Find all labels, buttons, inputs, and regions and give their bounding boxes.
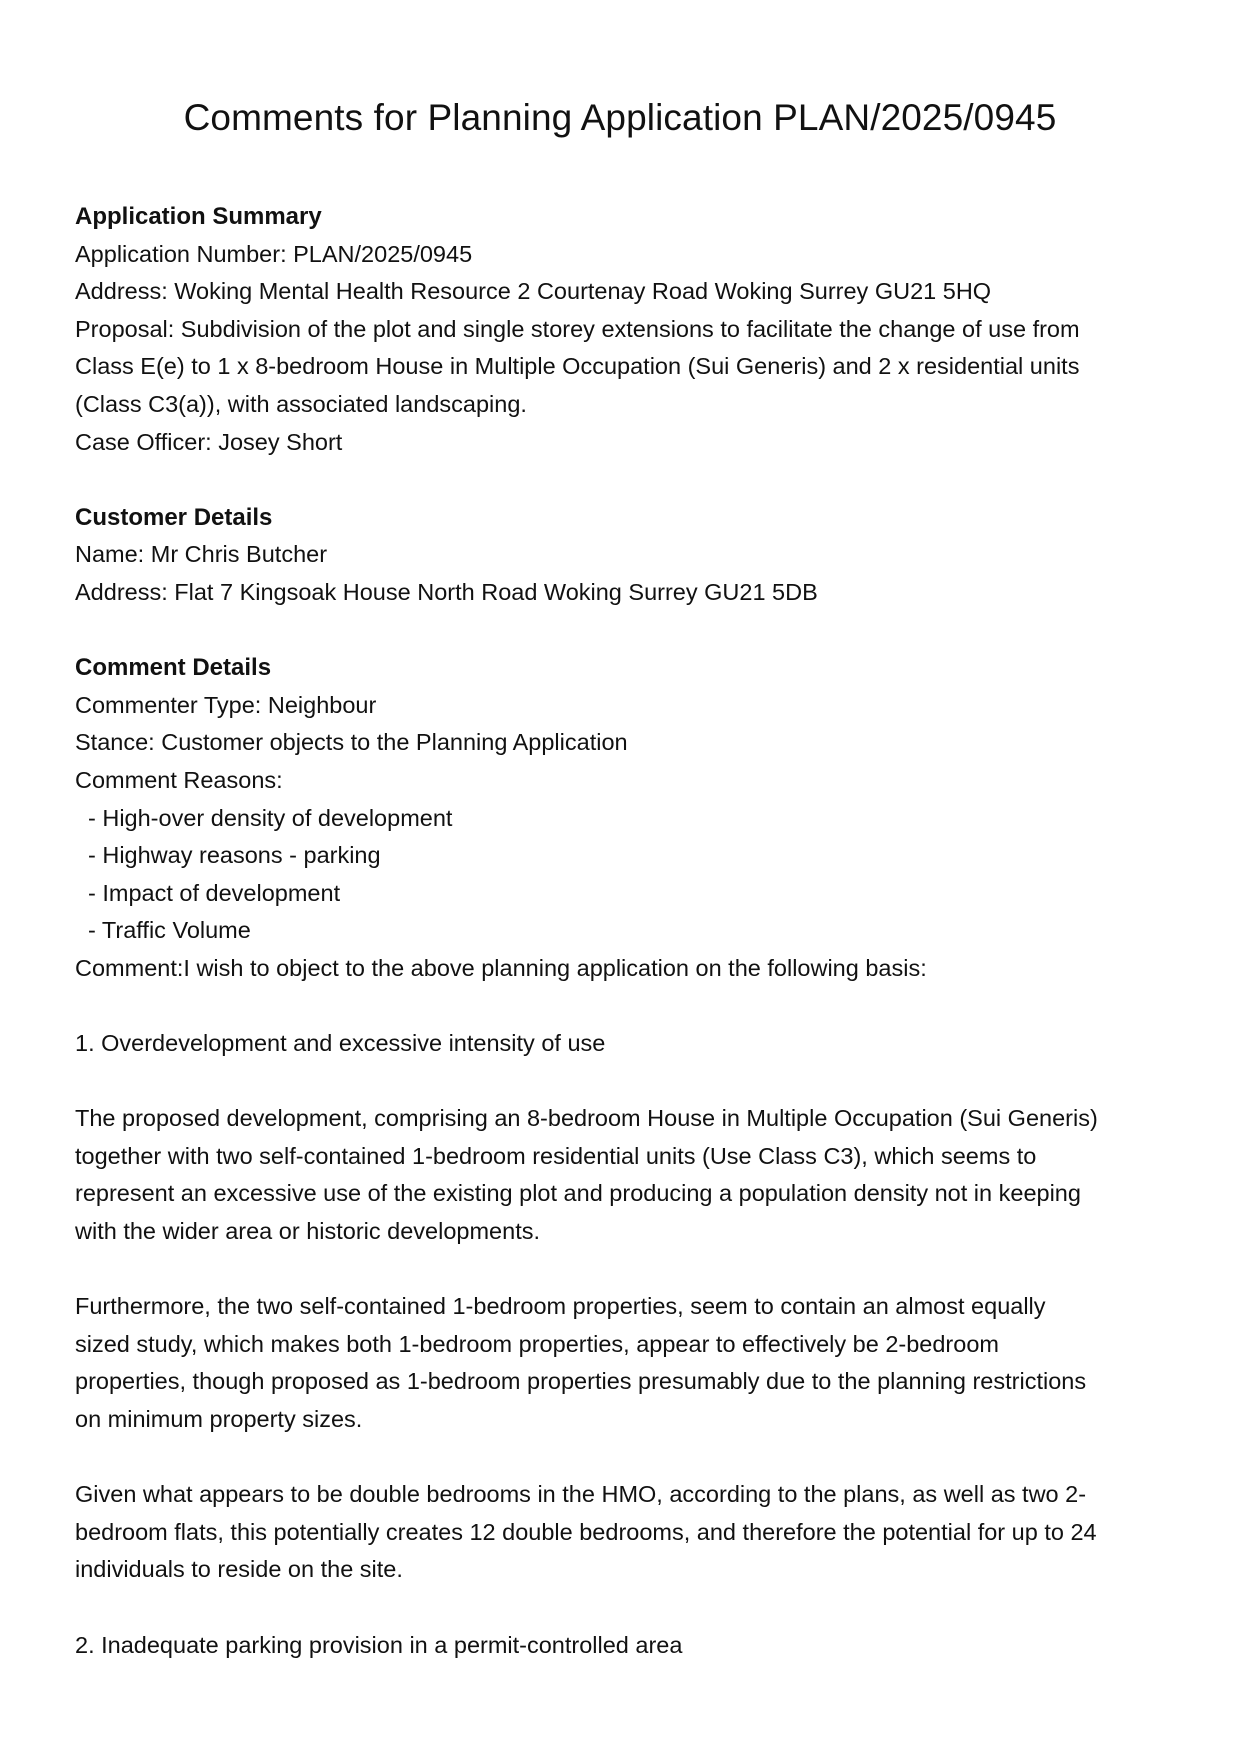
paragraph-1-line: represent an excessive use of the existing plot and producing a population density not in keeping xyxy=(75,1180,1081,1207)
case-officer: Case Officer: Josey Short xyxy=(75,428,343,455)
proposal-line: (Class C3(a)), with associated landscaping. xyxy=(75,390,527,417)
customer-details-section xyxy=(75,499,1175,612)
paragraph-spacer xyxy=(75,1439,1175,1477)
comment-details-heading: Comment Details xyxy=(75,654,272,682)
paragraph-3-line: Given what appears to be double bedrooms in the HMO, according to the plans, as well as two 2- xyxy=(75,1481,1087,1508)
paragraph-spacer xyxy=(75,1589,1175,1627)
paragraph-2-line: on minimum property sizes. xyxy=(75,1406,363,1432)
point-1-heading: 1. Overdevelopment and excessive intensity of use xyxy=(75,1030,606,1057)
commenter-type: Commenter Type: Neighbour xyxy=(75,691,377,718)
paragraph-spacer xyxy=(75,987,1175,1025)
proposal-line: Class E(e) to 1 x 8-bedroom House in Multiple Occupation (Sui Generis) and 2 x residential units xyxy=(75,353,1080,380)
paragraph-2-line: properties, though proposed as 1-bedroom properties presumably due to the planning restrictions xyxy=(75,1368,1087,1395)
proposal-line: Proposal: Subdivision of the plot and single storey extensions to facilitate the change of use from xyxy=(75,315,1080,342)
paragraph-2-line: Furthermore, the two self-contained 1-bedroom properties, seem to contain an almost equally xyxy=(75,1293,1046,1320)
paragraph-3-line: individuals to reside on the site. xyxy=(75,1556,403,1583)
stance: Stance: Customer objects to the Planning Application xyxy=(75,729,628,756)
section-spacer xyxy=(75,461,1175,499)
paragraph-1-line: together with two self-contained 1-bedroom residential units (Use Class C3), which seems to xyxy=(75,1142,1037,1169)
document-body xyxy=(75,198,1175,1664)
comment-reason-item: - Impact of development xyxy=(88,879,341,906)
paragraph-1-line: with the wider area or historic developments. xyxy=(75,1218,540,1245)
paragraph-2-line: sized study, which makes both 1-bedroom properties, appear to effectively be 2-bedroom xyxy=(75,1330,999,1357)
comment-reason-item: - Traffic Volume xyxy=(88,917,251,944)
application-number: Application Number: PLAN/2025/0945 xyxy=(75,240,473,267)
application-summary-section xyxy=(75,198,1175,461)
comment-reason-item: - Highway reasons - parking xyxy=(88,842,381,869)
comment-reasons-label: Comment Reasons: xyxy=(75,766,283,793)
paragraph-3-line: bedroom flats, this potentially creates 12 double bedrooms, and therefore the potential for up to 24 xyxy=(75,1518,1097,1545)
paragraph-1-line: The proposed development, comprising an 8-bedroom House in Multiple Occupation (Sui Generis) xyxy=(75,1105,1098,1132)
page-title: Comments for Planning Application PLAN/2025/0945 xyxy=(183,97,1057,138)
point-2-heading: 2. Inadequate parking provision in a permit-controlled area xyxy=(75,1631,683,1658)
comment-details-section xyxy=(75,649,1175,1664)
customer-details-heading: Customer Details xyxy=(75,503,273,531)
application-summary-heading: Application Summary xyxy=(75,203,322,230)
comment-intro: Comment:I wish to object to the above planning application on the following basis: xyxy=(75,954,927,981)
section-spacer xyxy=(75,612,1175,650)
paragraph-spacer xyxy=(75,1251,1175,1289)
comment-reason-item: - High-over density of development xyxy=(88,804,453,831)
customer-name: Name: Mr Chris Butcher xyxy=(75,541,328,568)
customer-address: Address: Flat 7 Kingsoak House North Road Woking Surrey GU21 5DB xyxy=(75,578,818,605)
application-address: Address: Woking Mental Health Resource 2 Courtenay Road Woking Surrey GU21 5HQ xyxy=(75,278,992,305)
paragraph-spacer xyxy=(75,1063,1175,1101)
